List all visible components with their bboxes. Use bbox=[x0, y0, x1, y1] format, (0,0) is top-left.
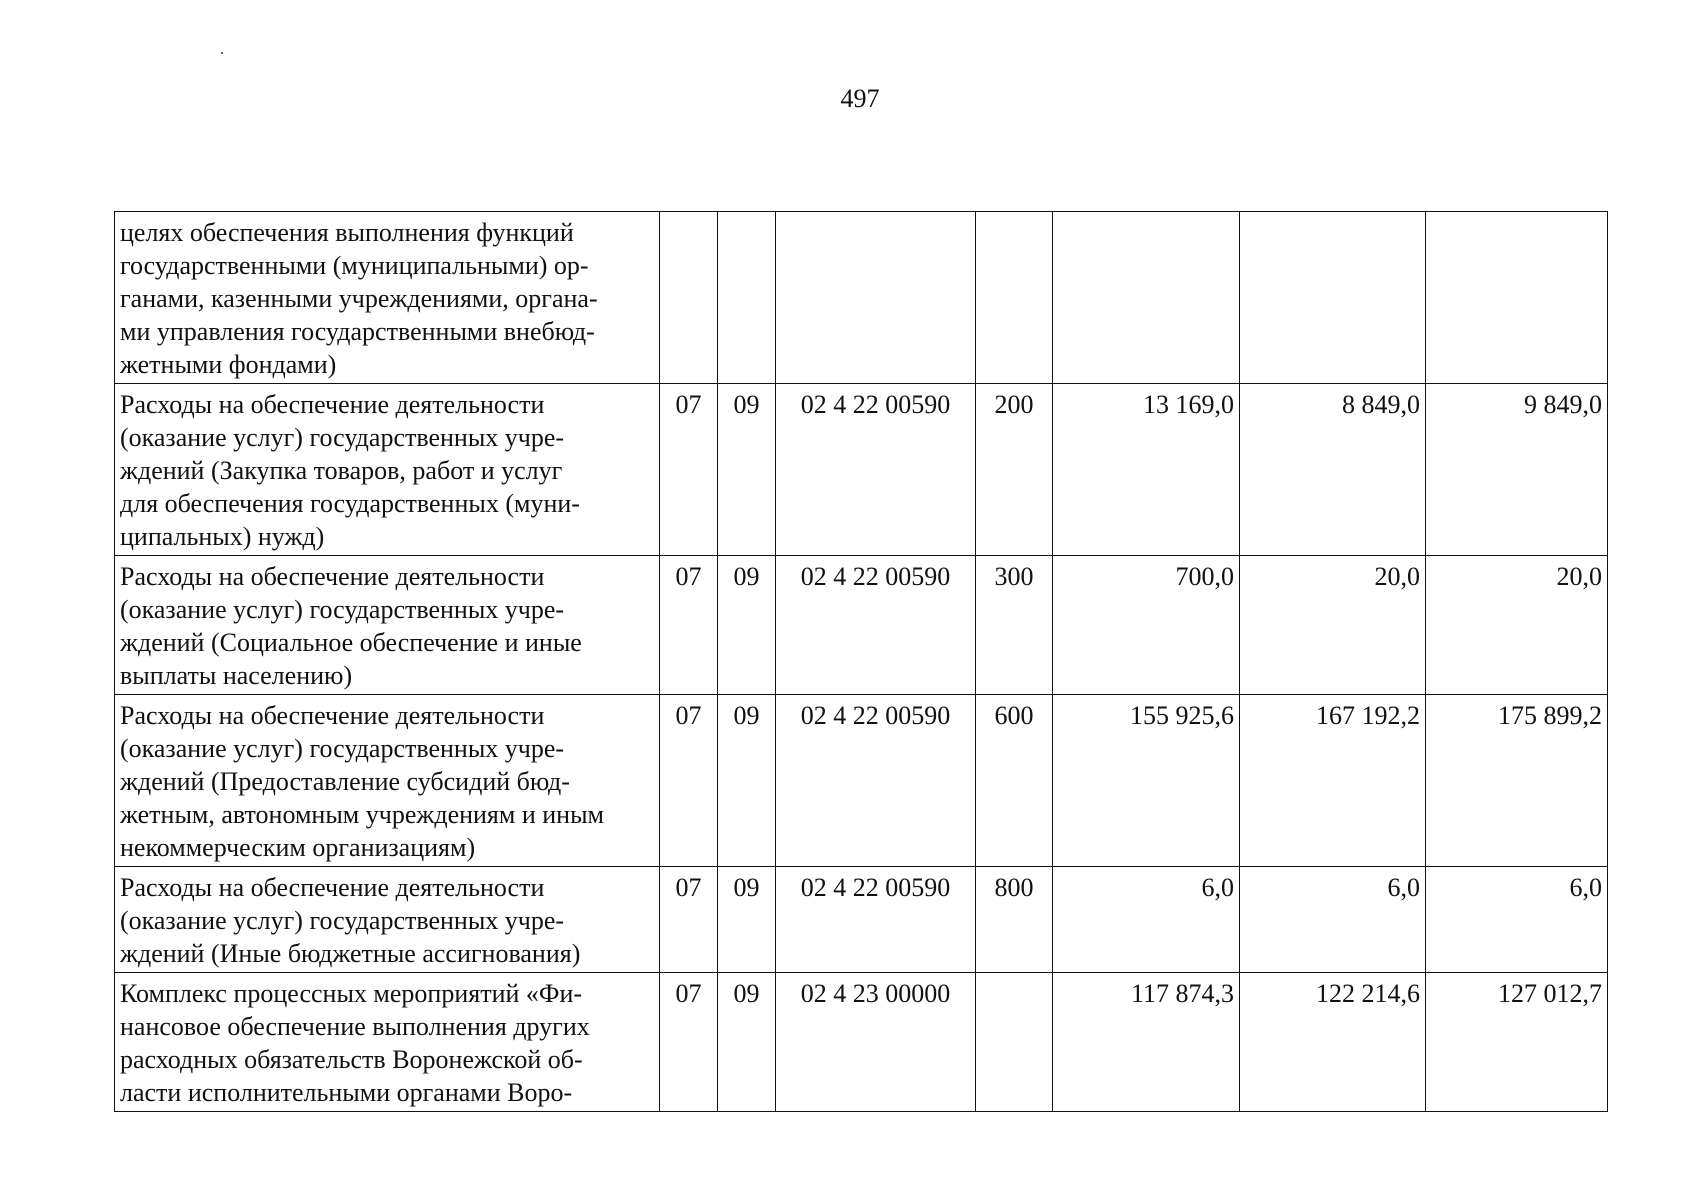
description-line: (оказание услуг) государственных учре- bbox=[120, 734, 565, 763]
subsection-cell: 09 bbox=[718, 556, 776, 695]
amount-year-2-cell bbox=[1240, 212, 1426, 384]
target-article-cell: 02 4 22 00590 bbox=[776, 384, 976, 556]
expense-type-cell: 200 bbox=[976, 384, 1053, 556]
section-cell: 07 bbox=[660, 556, 718, 695]
amount-year-3-cell: 175 899,2 bbox=[1426, 695, 1608, 867]
description-line: некоммерческим организациям) bbox=[120, 833, 476, 862]
description-line: ждений (Предоставление субсидий бюд- bbox=[120, 767, 570, 796]
description-line: ждений (Социальное обеспечение и иные bbox=[120, 628, 582, 657]
amount-year-1-cell: 117 874,3 bbox=[1053, 973, 1240, 1112]
scan-speck bbox=[221, 52, 223, 54]
description-line: ждений (Закупка товаров, работ и услуг bbox=[120, 456, 563, 485]
target-article-cell bbox=[776, 212, 976, 384]
subsection-cell: 09 bbox=[718, 973, 776, 1112]
description-line: жетным, автономным учреждениям и иным bbox=[120, 800, 605, 829]
description-cell bbox=[115, 384, 660, 556]
amount-year-2-cell: 122 214,6 bbox=[1240, 973, 1426, 1112]
target-article-cell: 02 4 22 00590 bbox=[776, 695, 976, 867]
amount-year-1-cell bbox=[1053, 212, 1240, 384]
description-line: ласти исполнительными органами Воро- bbox=[120, 1078, 573, 1107]
subsection-cell: 09 bbox=[718, 867, 776, 973]
table-row bbox=[115, 867, 1608, 973]
table-row bbox=[115, 556, 1608, 695]
amount-year-2-cell: 20,0 bbox=[1240, 556, 1426, 695]
table-row bbox=[115, 384, 1608, 556]
description-line: ждений (Иные бюджетные ассигнования) bbox=[120, 939, 581, 968]
amount-year-3-cell: 6,0 bbox=[1426, 867, 1608, 973]
amount-year-2-cell: 8 849,0 bbox=[1240, 384, 1426, 556]
description-line: жетными фондами) bbox=[120, 350, 337, 379]
description-line: расходных обязательств Воронежской об- bbox=[120, 1045, 583, 1074]
description-line: Комплекс процессных мероприятий «Фи- bbox=[120, 979, 583, 1008]
expense-type-cell: 300 bbox=[976, 556, 1053, 695]
section-cell: 07 bbox=[660, 973, 718, 1112]
description-line: целях обеспечения выполнения функций bbox=[120, 218, 574, 247]
expense-type-cell: 600 bbox=[976, 695, 1053, 867]
section-cell: 07 bbox=[660, 384, 718, 556]
table-row bbox=[115, 695, 1608, 867]
description-cell bbox=[115, 556, 660, 695]
description-line: ми управления государственными внебюд- bbox=[120, 317, 595, 346]
target-article-cell: 02 4 23 00000 bbox=[776, 973, 976, 1112]
subsection-cell bbox=[718, 212, 776, 384]
amount-year-2-cell: 167 192,2 bbox=[1240, 695, 1426, 867]
section-cell: 07 bbox=[660, 695, 718, 867]
description-line: Расходы на обеспечение деятельности bbox=[120, 562, 545, 591]
amount-year-1-cell: 6,0 bbox=[1053, 867, 1240, 973]
description-line: Расходы на обеспечение деятельности bbox=[120, 873, 545, 902]
description-line: для обеспечения государственных (муни- bbox=[120, 489, 580, 518]
amount-year-1-cell: 155 925,6 bbox=[1053, 695, 1240, 867]
section-cell: 07 bbox=[660, 867, 718, 973]
description-line: государственными (муниципальными) ор- bbox=[120, 251, 589, 280]
description-line: ципальных) нужд) bbox=[120, 522, 325, 551]
expense-type-cell: 800 bbox=[976, 867, 1053, 973]
description-cell bbox=[115, 695, 660, 867]
expense-type-cell bbox=[976, 212, 1053, 384]
amount-year-3-cell: 9 849,0 bbox=[1426, 384, 1608, 556]
amount-year-3-cell bbox=[1426, 212, 1608, 384]
budget-table bbox=[114, 211, 1608, 1112]
table-row bbox=[115, 973, 1608, 1112]
description-line: (оказание услуг) государственных учре- bbox=[120, 595, 565, 624]
description-cell bbox=[115, 212, 660, 384]
table-row bbox=[115, 212, 1608, 384]
amount-year-3-cell: 127 012,7 bbox=[1426, 973, 1608, 1112]
amount-year-1-cell: 700,0 bbox=[1053, 556, 1240, 695]
description-line: (оказание услуг) государственных учре- bbox=[120, 423, 565, 452]
subsection-cell: 09 bbox=[718, 695, 776, 867]
description-line: Расходы на обеспечение деятельности bbox=[120, 701, 545, 730]
amount-year-1-cell: 13 169,0 bbox=[1053, 384, 1240, 556]
description-line: выплаты населению) bbox=[120, 661, 353, 690]
target-article-cell: 02 4 22 00590 bbox=[776, 556, 976, 695]
description-cell bbox=[115, 867, 660, 973]
description-cell bbox=[115, 973, 660, 1112]
description-line: нансовое обеспечение выполнения других bbox=[120, 1012, 590, 1041]
target-article-cell: 02 4 22 00590 bbox=[776, 867, 976, 973]
section-cell bbox=[660, 212, 718, 384]
description-line: Расходы на обеспечение деятельности bbox=[120, 390, 545, 419]
description-line: (оказание услуг) государственных учре- bbox=[120, 906, 565, 935]
amount-year-3-cell: 20,0 bbox=[1426, 556, 1608, 695]
table-body bbox=[115, 212, 1608, 1112]
expense-type-cell bbox=[976, 973, 1053, 1112]
page-number: 497 bbox=[840, 84, 880, 113]
amount-year-2-cell: 6,0 bbox=[1240, 867, 1426, 973]
description-line: ганами, казенными учреждениями, органа- bbox=[120, 284, 598, 313]
subsection-cell: 09 bbox=[718, 384, 776, 556]
